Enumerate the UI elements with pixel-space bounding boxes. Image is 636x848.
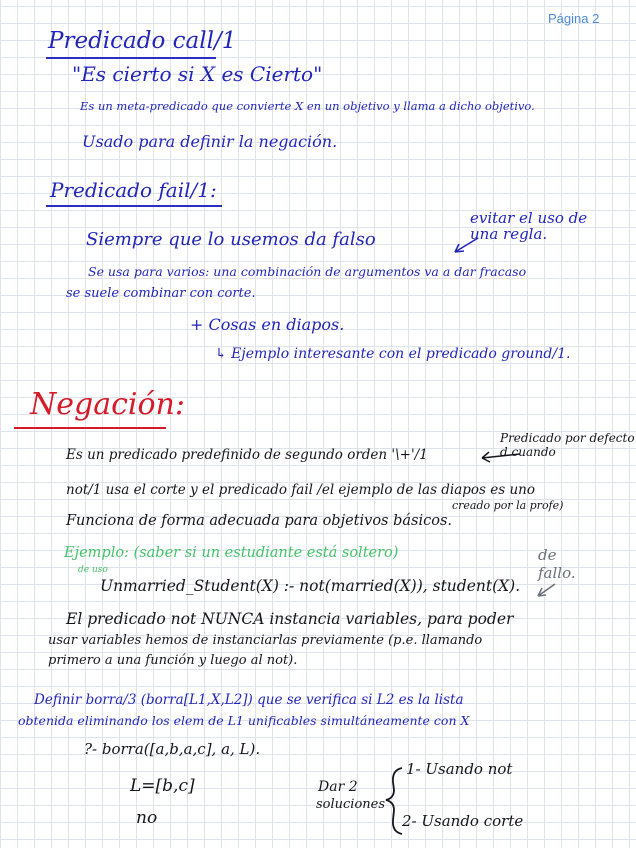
call-title: Predicado call/1 [48, 28, 237, 54]
page-number: Página 2 [548, 11, 600, 26]
predefined-arrow-icon [482, 452, 520, 462]
borra-no: no [136, 808, 158, 828]
fail-always: Siempre que lo usemos da falso [86, 229, 376, 250]
fail-uses: Se usa para varios: una combinación de argumentos va a dar fracaso [88, 264, 527, 279]
negation-not: not/1 usa el corte y el predicado fail /el ejemplo de las diapos es uno [66, 482, 536, 498]
borra-query: ?- borra([a,b,a,c], a, L). [84, 740, 261, 758]
fail-slides: + Cosas en diapos. [190, 315, 345, 334]
fail-example: ↳ Ejemplo interesante con el predicado ground/1. [215, 346, 571, 362]
borra-option-1: 1- Usando not [406, 760, 513, 778]
borra-dar: Dar 2 [318, 779, 358, 795]
call-quote: "Es cierto si X es Cierto" [72, 62, 323, 86]
negation-rule: Unmarried_Student(X) :- not(married(X)), student(X). [100, 577, 521, 595]
fail-note: evitar el uso de una regla. [470, 209, 588, 243]
fail-note-arrow-icon [455, 238, 478, 252]
negation-never-3: primero a una función y luego al not). [48, 653, 298, 668]
negation-never-1: El predicado not NUNCA instancia variables, para poder [66, 610, 514, 628]
call-description: Es un meta-predicado que convierte X en un objetivo y llama a dicho objetivo. [80, 99, 535, 113]
call-use: Usado para definir la negación. [82, 132, 338, 151]
negation-not-note: creado por la profe) [452, 499, 564, 512]
negation-predefined: Es un predicado predefinido de segundo orden '\+'/1 [66, 447, 428, 463]
negation-predefined-note: Predicado por defecto d cuando [500, 431, 635, 459]
fail-title: Predicado fail/1: [50, 178, 217, 202]
fail-combine: se suele combinar con corte. [66, 286, 256, 301]
negation-works: Funciona de forma adecuada para objetivos básicos. [66, 513, 453, 529]
negation-fallo-note: de fallo. [538, 546, 576, 582]
negation-example-sub: de uso [78, 565, 108, 575]
borra-definition-1: Definir borra/3 (borra[L1,X,L2]) que se verifica si L2 es la lista [34, 692, 464, 708]
borra-definition-2: obtenida eliminando los elem de L1 unificables simultáneamente con X [18, 713, 470, 728]
solutions-brace-icon [386, 768, 402, 834]
borra-answer: L=[b,c] [130, 776, 195, 796]
borra-soluciones: soluciones [316, 797, 386, 812]
fallo-arrow-icon [538, 584, 555, 596]
negation-never-2: usar variables hemos de instanciarlas previamente (p.e. llamando [48, 633, 483, 648]
borra-option-2: 2- Usando corte [402, 812, 524, 830]
negation-example-title: Ejemplo: (saber si un estudiante está soltero) [64, 545, 399, 561]
negation-title: Negación: [30, 387, 185, 422]
